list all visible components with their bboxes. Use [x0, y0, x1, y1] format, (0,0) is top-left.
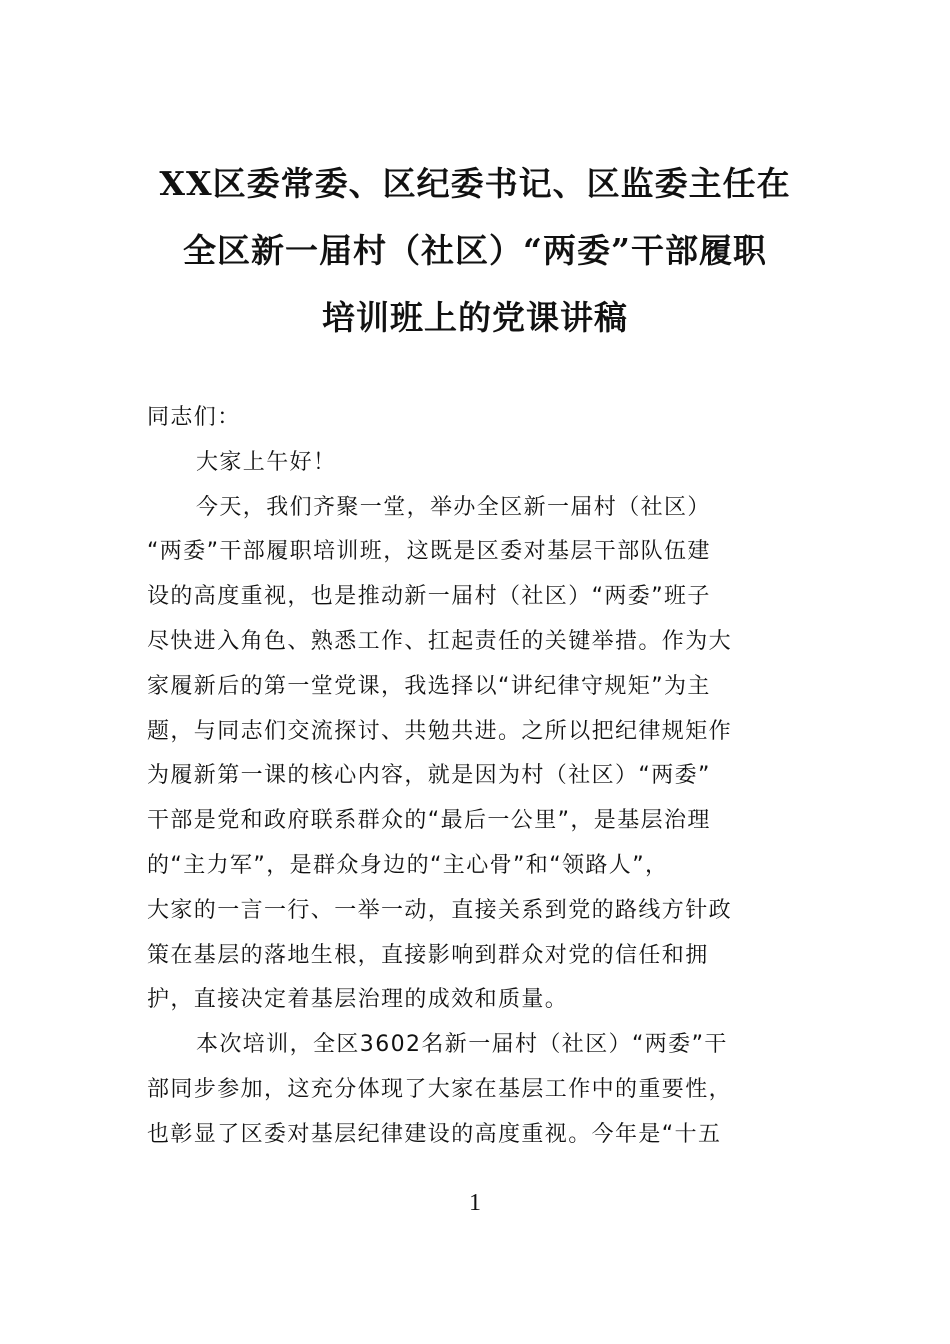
page-number: 1	[469, 1190, 481, 1216]
text-line: “两委”干部履职培训班，这既是区委对基层干部队伍建	[147, 539, 711, 565]
title-line: 培训班上的党课讲稿	[322, 298, 628, 337]
text-line: 的“主力军”，是群众身边的“主心骨”和“领路人”，	[147, 852, 669, 878]
text-line: 本次培训，全区3602名新一届村（社区）“两委”干	[196, 1032, 728, 1058]
text-line: 家履新后的第一堂党课，我选择以“讲纪律守规矩”为主	[147, 673, 711, 699]
text-line: 大家的一言一行、一举一动，直接关系到党的路线方针政	[147, 897, 733, 923]
greeting	[147, 441, 807, 486]
text-line: 题，与同志们交流探讨、共勉共进。之所以把纪律规矩作	[147, 718, 733, 744]
text-line: 尽快进入角色、熟悉工作、扛起责任的关键举措。作为大	[147, 628, 733, 654]
text-line: 设的高度重视，也是推动新一届村（社区）“两委”班子	[147, 584, 711, 610]
text-line: 同志们：	[147, 405, 241, 430]
text-line: 干部是党和政府联系群众的“最后一公里”，是基层治理	[147, 808, 711, 834]
salutation	[147, 396, 807, 441]
text-line: 为履新第一课的核心内容，就是因为村（社区）“两委”	[147, 763, 711, 789]
document-body	[147, 396, 807, 1158]
text-line: 也彰显了区委对基层纪律建设的高度重视。今年是“十五	[147, 1121, 722, 1147]
document-title	[100, 150, 850, 351]
title-line: XX区委常委、区纪委书记、区监委主任在	[159, 164, 791, 203]
text-line: 部同步参加，这充分体现了大家在基层工作中的重要性，	[147, 1076, 733, 1102]
text-line: 大家上午好！	[196, 449, 337, 475]
text-line: 策在基层的落地生根，直接影响到群众对党的信任和拥	[147, 942, 709, 968]
text-line: 今天，我们齐聚一堂，举办全区新一届村（社区）	[196, 494, 711, 520]
title-line: 全区新一届村（社区）“两委”干部履职	[183, 231, 767, 270]
text-line: 护，直接决定着基层治理的成效和质量。	[147, 987, 569, 1013]
paragraph-opening	[147, 486, 807, 1024]
paragraph-training	[147, 1023, 807, 1157]
